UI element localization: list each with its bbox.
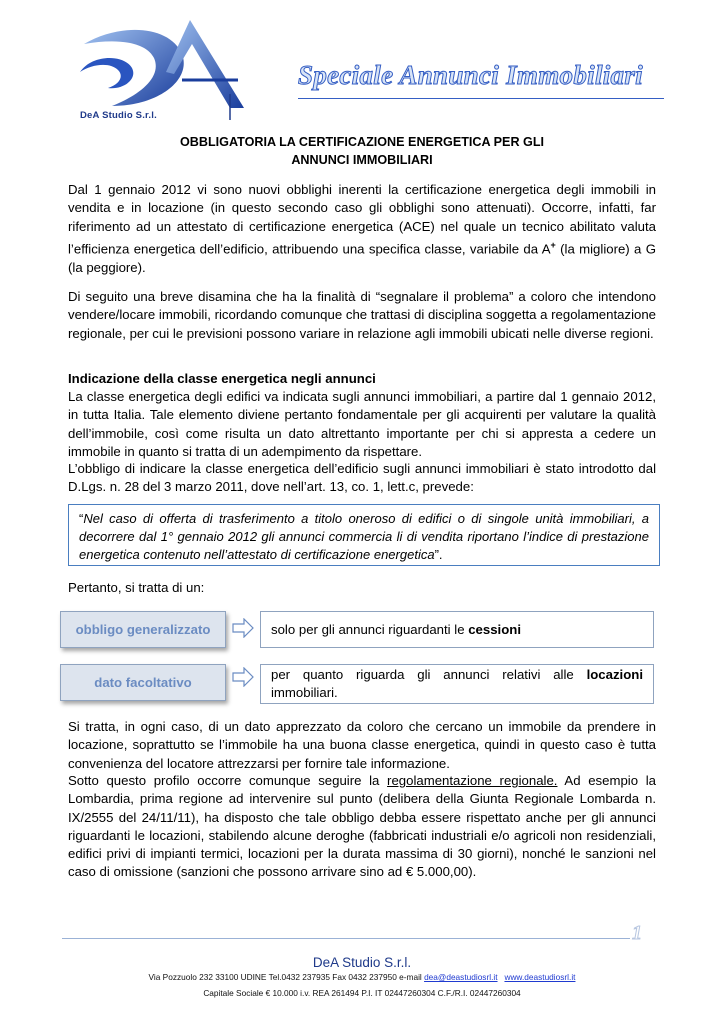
title-divider bbox=[298, 98, 664, 99]
quote-close: ”. bbox=[434, 547, 443, 563]
footer-address-text: Via Pozzuolo 232 33100 UDINE Tel.0432 237935 Fax 0432 237950 e-mail bbox=[148, 972, 425, 982]
box-cessioni-bold: cessioni bbox=[468, 621, 521, 637]
intro-superscript: + bbox=[550, 239, 556, 250]
box-cessioni bbox=[260, 611, 654, 648]
arrow-right-icon bbox=[232, 667, 254, 687]
quote-text: Nel caso di offerta di trasferimento a titolo oneroso di edifici o di singole unità immobiliari, a decorrere dal 1° gennaio 2012 gli annunci commercia li di vendita riportano l’indice di prestazione energetica contenuto nell’attestato di certificazione energetica bbox=[79, 511, 649, 563]
box-obbligo-generalizzato: obbligo generalizzato bbox=[60, 611, 226, 648]
arrow-right-icon bbox=[232, 618, 254, 638]
regionale-text-a: Sotto questo profilo occorre comunque seguire la bbox=[68, 773, 388, 788]
paragraph-apprezzato: Si tratta, in ogni caso, di un dato apprezzato da coloro che cercano un immobile da prendere in locazione, soprattutto se l’immobile ha una buona classe energetica, quindi in questo caso è tutta convenienza del locatore attrezzarsi per fornire tale informazione. bbox=[68, 719, 656, 771]
box-dato-facoltativo: dato facoltativo bbox=[60, 664, 226, 701]
footer-website-link[interactable]: www.deastudiosrl.it bbox=[504, 972, 576, 982]
regionale-underlined: regolamentazione regionale. bbox=[387, 773, 558, 788]
quote-open: “ bbox=[79, 511, 84, 526]
footer-divider bbox=[62, 938, 630, 939]
box-locazioni-end: immobiliari. bbox=[271, 685, 338, 700]
box-cessioni-text: solo per gli annunci riguardanti le bbox=[271, 621, 469, 637]
footer-email-link[interactable]: dea@deastudiosrl.it bbox=[424, 972, 498, 982]
logo-caption: DeA Studio S.r.l. bbox=[80, 110, 157, 121]
intro-text-a: Dal 1 gennaio 2012 vi sono nuovi obblighi inerenti la certificazione energetica degli immobili in vendita e in locazione (in questo secondo caso gli obblighi sono attenuati). Occorre, infatti, far riferimento ad un attestato di certificazione energetica (ACE) nel quale un tecnico abilitato valuta l’efficienza energetica dell’edificio, attribuendo una specifica classe, variabile da A bbox=[68, 182, 656, 257]
section-title-text: Indicazione della classe energetica negli annunci bbox=[68, 371, 376, 386]
regionale-text-b: Ad esempio la Lombardia, prima regione ad intervenire sul punto (delibera della Giunta Regionale Lombarda n. IX/2555 del 24/11/11), ha disposto che tale obbligo debba essere rispettato anche per gli annunci riguardanti le locazioni, stabilendo alcune deroghe (fabbricati industriali e/o agricoli non residenziali, edifici privi di impianti termici, locazioni per la durata massima di 30 giorni), nonché le sanzioni nel caso di omissione (sanzioni che possono arrivare sino ad € 5.000,00). bbox=[68, 773, 656, 880]
paragraph-regionale bbox=[68, 772, 656, 882]
page-title: Speciale Annunci Immobiliari bbox=[298, 60, 643, 90]
paragraph-classe: La classe energetica degli edifici va indicata sugli annunci immobiliari, a partire dal 1 gennaio 2012, in tutta Italia. Tale elemento diviene pertanto fondamentale per gli acquirenti per valutare la qualità dell’immobile, così come risulta un dato altrettanto importante per chi si appresta a cedere un immobile in quanto si tratta di un adempimento da rispettare. bbox=[68, 389, 656, 459]
law-quote-box bbox=[68, 504, 660, 566]
page-number: 1 bbox=[632, 922, 642, 944]
footer-address bbox=[0, 972, 724, 982]
paragraph-intro bbox=[68, 181, 656, 277]
paragraph-purpose: Di seguito una breve disamina che ha la finalità di “segnalare il problema” a coloro che intendono vendere/locare immobili, ricordando comunque che trattasi di disciplina soggetta a regolamentazione regionale, per cui le previsioni possono variare in relazione agli immobili ubicati nelle diverse regioni. bbox=[68, 289, 656, 341]
heading-line-2: ANNUNCI IMMOBILIARI bbox=[291, 153, 433, 167]
footer-legal: Capitale Sociale € 10.000 i.v. REA 261494 P.I. IT 02447260304 C.F./R.I. 02447260304 bbox=[203, 988, 521, 998]
paragraph-obbligo: L’obbligo di indicare la classe energetica dell’edificio sugli annunci immobiliari è stato introdotto dal D.Lgs. n. 28 del 3 marzo 2011, dove nell’art. 13, co. 1, lett.c, prevede: bbox=[68, 461, 656, 495]
box-locazioni bbox=[260, 664, 654, 704]
heading-line-1: OBBLIGATORIA LA CERTIFICAZIONE ENERGETICA PER GLI bbox=[179, 135, 545, 149]
box-locazioni-text: per quanto riguarda gli annunci relativi alle bbox=[271, 667, 587, 682]
section-title bbox=[68, 370, 656, 388]
document-heading bbox=[68, 133, 656, 169]
footer-company: DeA Studio S.r.l. bbox=[312, 955, 412, 970]
intro-text-b: (la migliore) a G (la peggiore). bbox=[68, 241, 656, 275]
box-locazioni-bold: locazioni bbox=[586, 667, 643, 682]
paragraph-pertanto: Pertanto, si tratta di un: bbox=[68, 580, 205, 595]
